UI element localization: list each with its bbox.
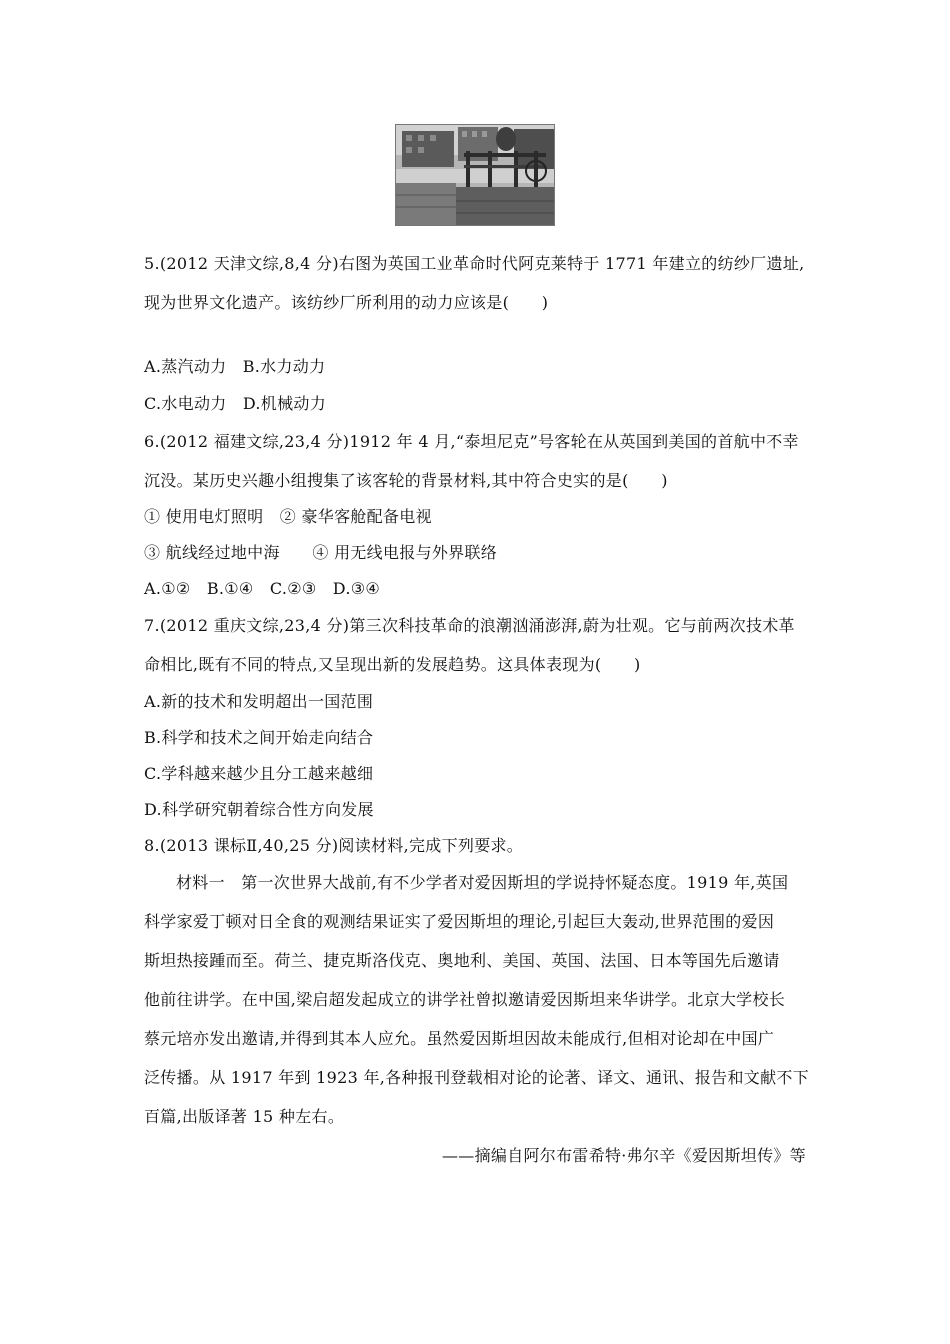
question-5-options-cd: C.水电动力 D.机械动力 [144, 394, 327, 413]
question-7-option-b: B.科学和技术之间开始走向结合 [144, 728, 374, 747]
question-7-option-c: C.学科越来越少且分工越来越细 [144, 764, 374, 783]
question-7-option-d: D.科学研究朝着综合性方向发展 [144, 800, 374, 819]
material-line: 百篇,出版译著 15 种左右。 [144, 1107, 345, 1126]
material-source: ——摘编自阿尔布雷希特·弗尔辛《爱因斯坦传》等 [442, 1146, 806, 1165]
material-line: 材料一 第一次世界大战前,有不少学者对爱因斯坦的学说持怀疑态度。1919 年,英国 [176, 873, 789, 892]
mill-photo [395, 124, 555, 226]
question-6-options: A.①② B.①④ C.②③ D.③④ [144, 579, 381, 598]
question-7-stem-line1: 7.(2012 重庆文综,23,4 分)第三次科技革命的浪潮汹涌澎湃,蔚为壮观。它与前两次技术革 [144, 616, 795, 635]
question-6-items-34: ③ 航线经过地中海 ④ 用无线电报与外界联络 [144, 543, 498, 562]
material-line: 他前往讲学。在中国,梁启超发起成立的讲学社曾拟邀请爱因斯坦来华讲学。北京大学校长 [144, 990, 786, 1009]
question-6-stem-line1: 6.(2012 福建文综,23,4 分)1912 年 4 月,“泰坦尼克”号客轮在从英国到美国的首航中不幸 [144, 432, 799, 451]
material-line: 蔡元培亦发出邀请,并得到其本人应允。虽然爱因斯坦因故未能成行,但相对论却在中国广 [144, 1029, 775, 1048]
question-5-stem-line1: 5.(2012 天津文综,8,4 分)右图为英国工业革命时代阿克莱特于 1771 年建立的纺纱厂遗址, [144, 254, 805, 273]
question-5-options-ab: A.蒸汽动力 B.水力动力 [144, 357, 326, 376]
question-5-stem-line2: 现为世界文化遗产。该纺纱厂所利用的动力应该是( ) [144, 293, 549, 312]
question-8-stem: 8.(2013 课标Ⅱ,40,25 分)阅读材料,完成下列要求。 [144, 836, 524, 855]
material-line: 泛传播。从 1917 年到 1923 年,各种报刊登载相对论的论著、译文、通讯、报告和文献不下 [144, 1068, 809, 1087]
material-line: 斯坦热接踵而至。荷兰、捷克斯洛伐克、奥地利、美国、英国、法国、日本等国先后邀请 [144, 951, 780, 970]
question-6-stem-line2: 沉没。某历史兴趣小组搜集了该客轮的背景材料,其中符合史实的是( ) [144, 471, 668, 490]
material-line: 科学家爱丁顿对日全食的观测结果证实了爱因斯坦的理论,引起巨大轰动,世界范围的爱因 [144, 912, 775, 931]
question-6-items-12: ① 使用电灯照明 ② 豪华客舱配备电视 [144, 507, 432, 526]
question-7-option-a: A.新的技术和发明超出一国范围 [144, 692, 374, 711]
mill-photo-icon [396, 125, 554, 225]
question-7-stem-line2: 命相比,既有不同的特点,又呈现出新的发展趋势。这具体表现为( ) [144, 655, 641, 674]
